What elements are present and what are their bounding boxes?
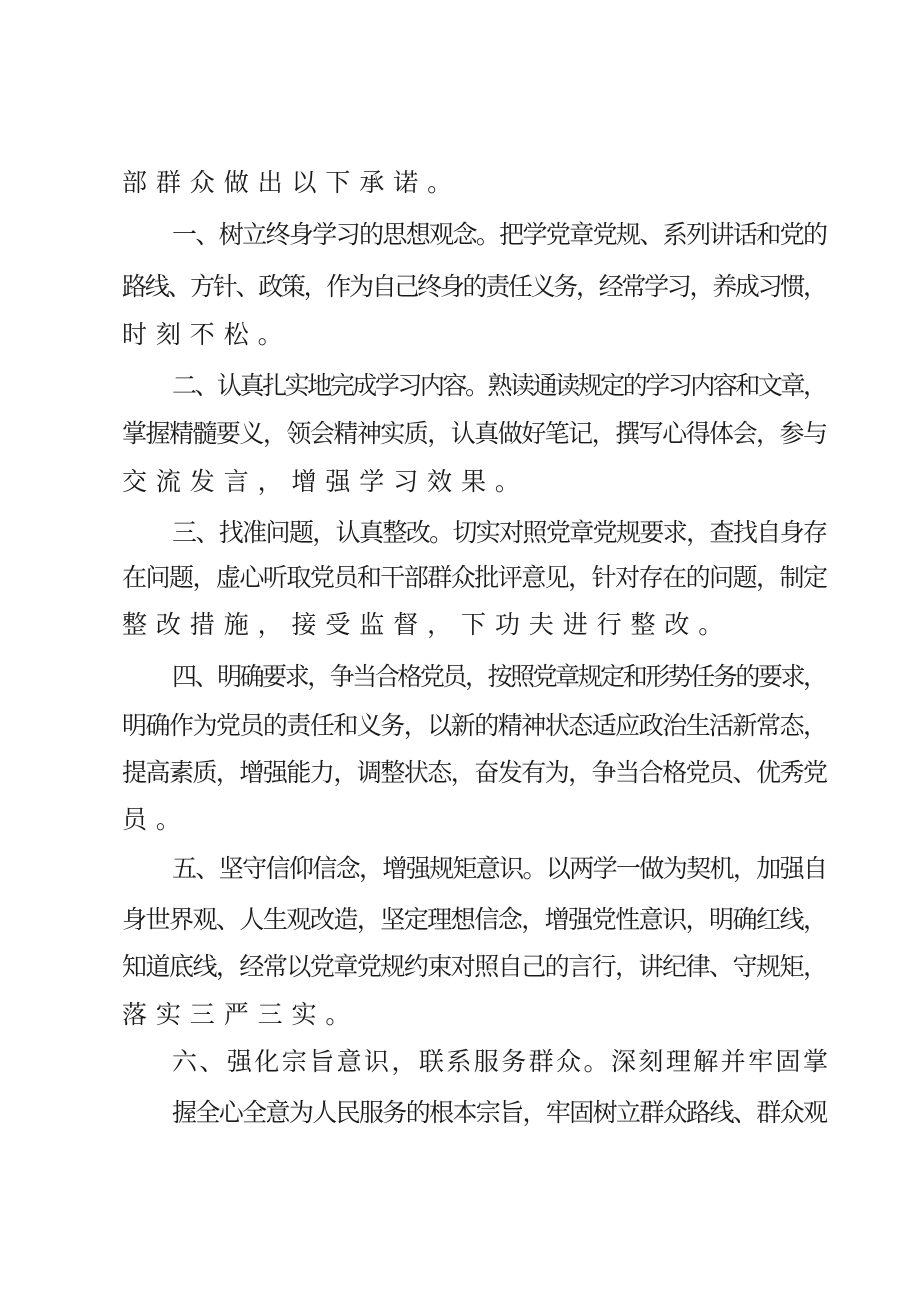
line-text: 部群众做出以下承诺。 (122, 168, 461, 197)
line-text: 知道底线，经常以党章党规约束对照自己的言行，讲纪律、守规矩， (122, 952, 827, 981)
line-text: 落实三严三实。 (122, 1000, 360, 1029)
line-text: 二、认真扎实地完成学习内容。熟读通读规定的学习内容和文章， (172, 371, 826, 400)
line-text: 三、找准问题，认真整改。切实对照党章党规要求，查找自身存 (172, 518, 827, 547)
line-text: 员。 (122, 805, 190, 834)
line-text: 五、坚守信仰信念，增强规矩意识。以两学一做为契机，加强自 (172, 854, 827, 883)
line-text: 提高素质，增强能力，调整状态，奋发有为，争当合格党员、优秀党 (122, 758, 827, 787)
line-text: 明确作为党员的责任和义务，以新的精神状态适应政治生活新常态， (122, 711, 827, 740)
text-line (0, 168, 920, 220)
text-line (0, 905, 920, 957)
text-line (0, 1098, 920, 1150)
text-line (0, 805, 920, 857)
text-line (0, 1000, 920, 1052)
text-line (0, 711, 920, 763)
line-text: 掌握精髓要义，领会精神实质，认真做好笔记，撰写心得体会，参与 (122, 419, 827, 448)
line-text: 在问题，虚心听取党员和干部群众批评意见，针对存在的问题，制定 (122, 563, 827, 592)
text-line (0, 1047, 920, 1099)
line-text: 时刻不松。 (122, 320, 292, 349)
text-line (0, 320, 920, 372)
text-line (0, 371, 920, 423)
line-text: 四、明确要求，争当合格党员，按照党章规定和形势任务的要求， (172, 662, 826, 691)
text-line (0, 563, 920, 615)
text-line (0, 220, 920, 272)
text-line (0, 272, 920, 324)
line-text: 握全心全意为人民服务的根本宗旨，牢固树立群众路线、群众观 (172, 1098, 827, 1127)
text-line (0, 758, 920, 810)
text-line (0, 952, 920, 1004)
text-line (0, 610, 920, 662)
line-text: 整改措施，接受监督，下功夫进行整改。 (122, 610, 733, 639)
text-line (0, 662, 920, 714)
line-text: 一、树立终身学习的思想观念。把学党章党规、系列讲话和党的 (172, 220, 827, 249)
line-text: 路线、方针、政策，作为自己终身的责任义务，经常学习，养成习惯， (122, 272, 826, 301)
text-line (0, 467, 920, 519)
line-text: 交流发言，增强学习效果。 (122, 467, 529, 496)
text-line (0, 854, 920, 906)
text-line (0, 419, 920, 471)
line-text: 六、强化宗旨意识，联系服务群众。深刻理解并牢固掌 (172, 1047, 831, 1076)
line-text: 身世界观、人生观改造，坚定理想信念，增强党性意识，明确红线， (122, 905, 827, 934)
